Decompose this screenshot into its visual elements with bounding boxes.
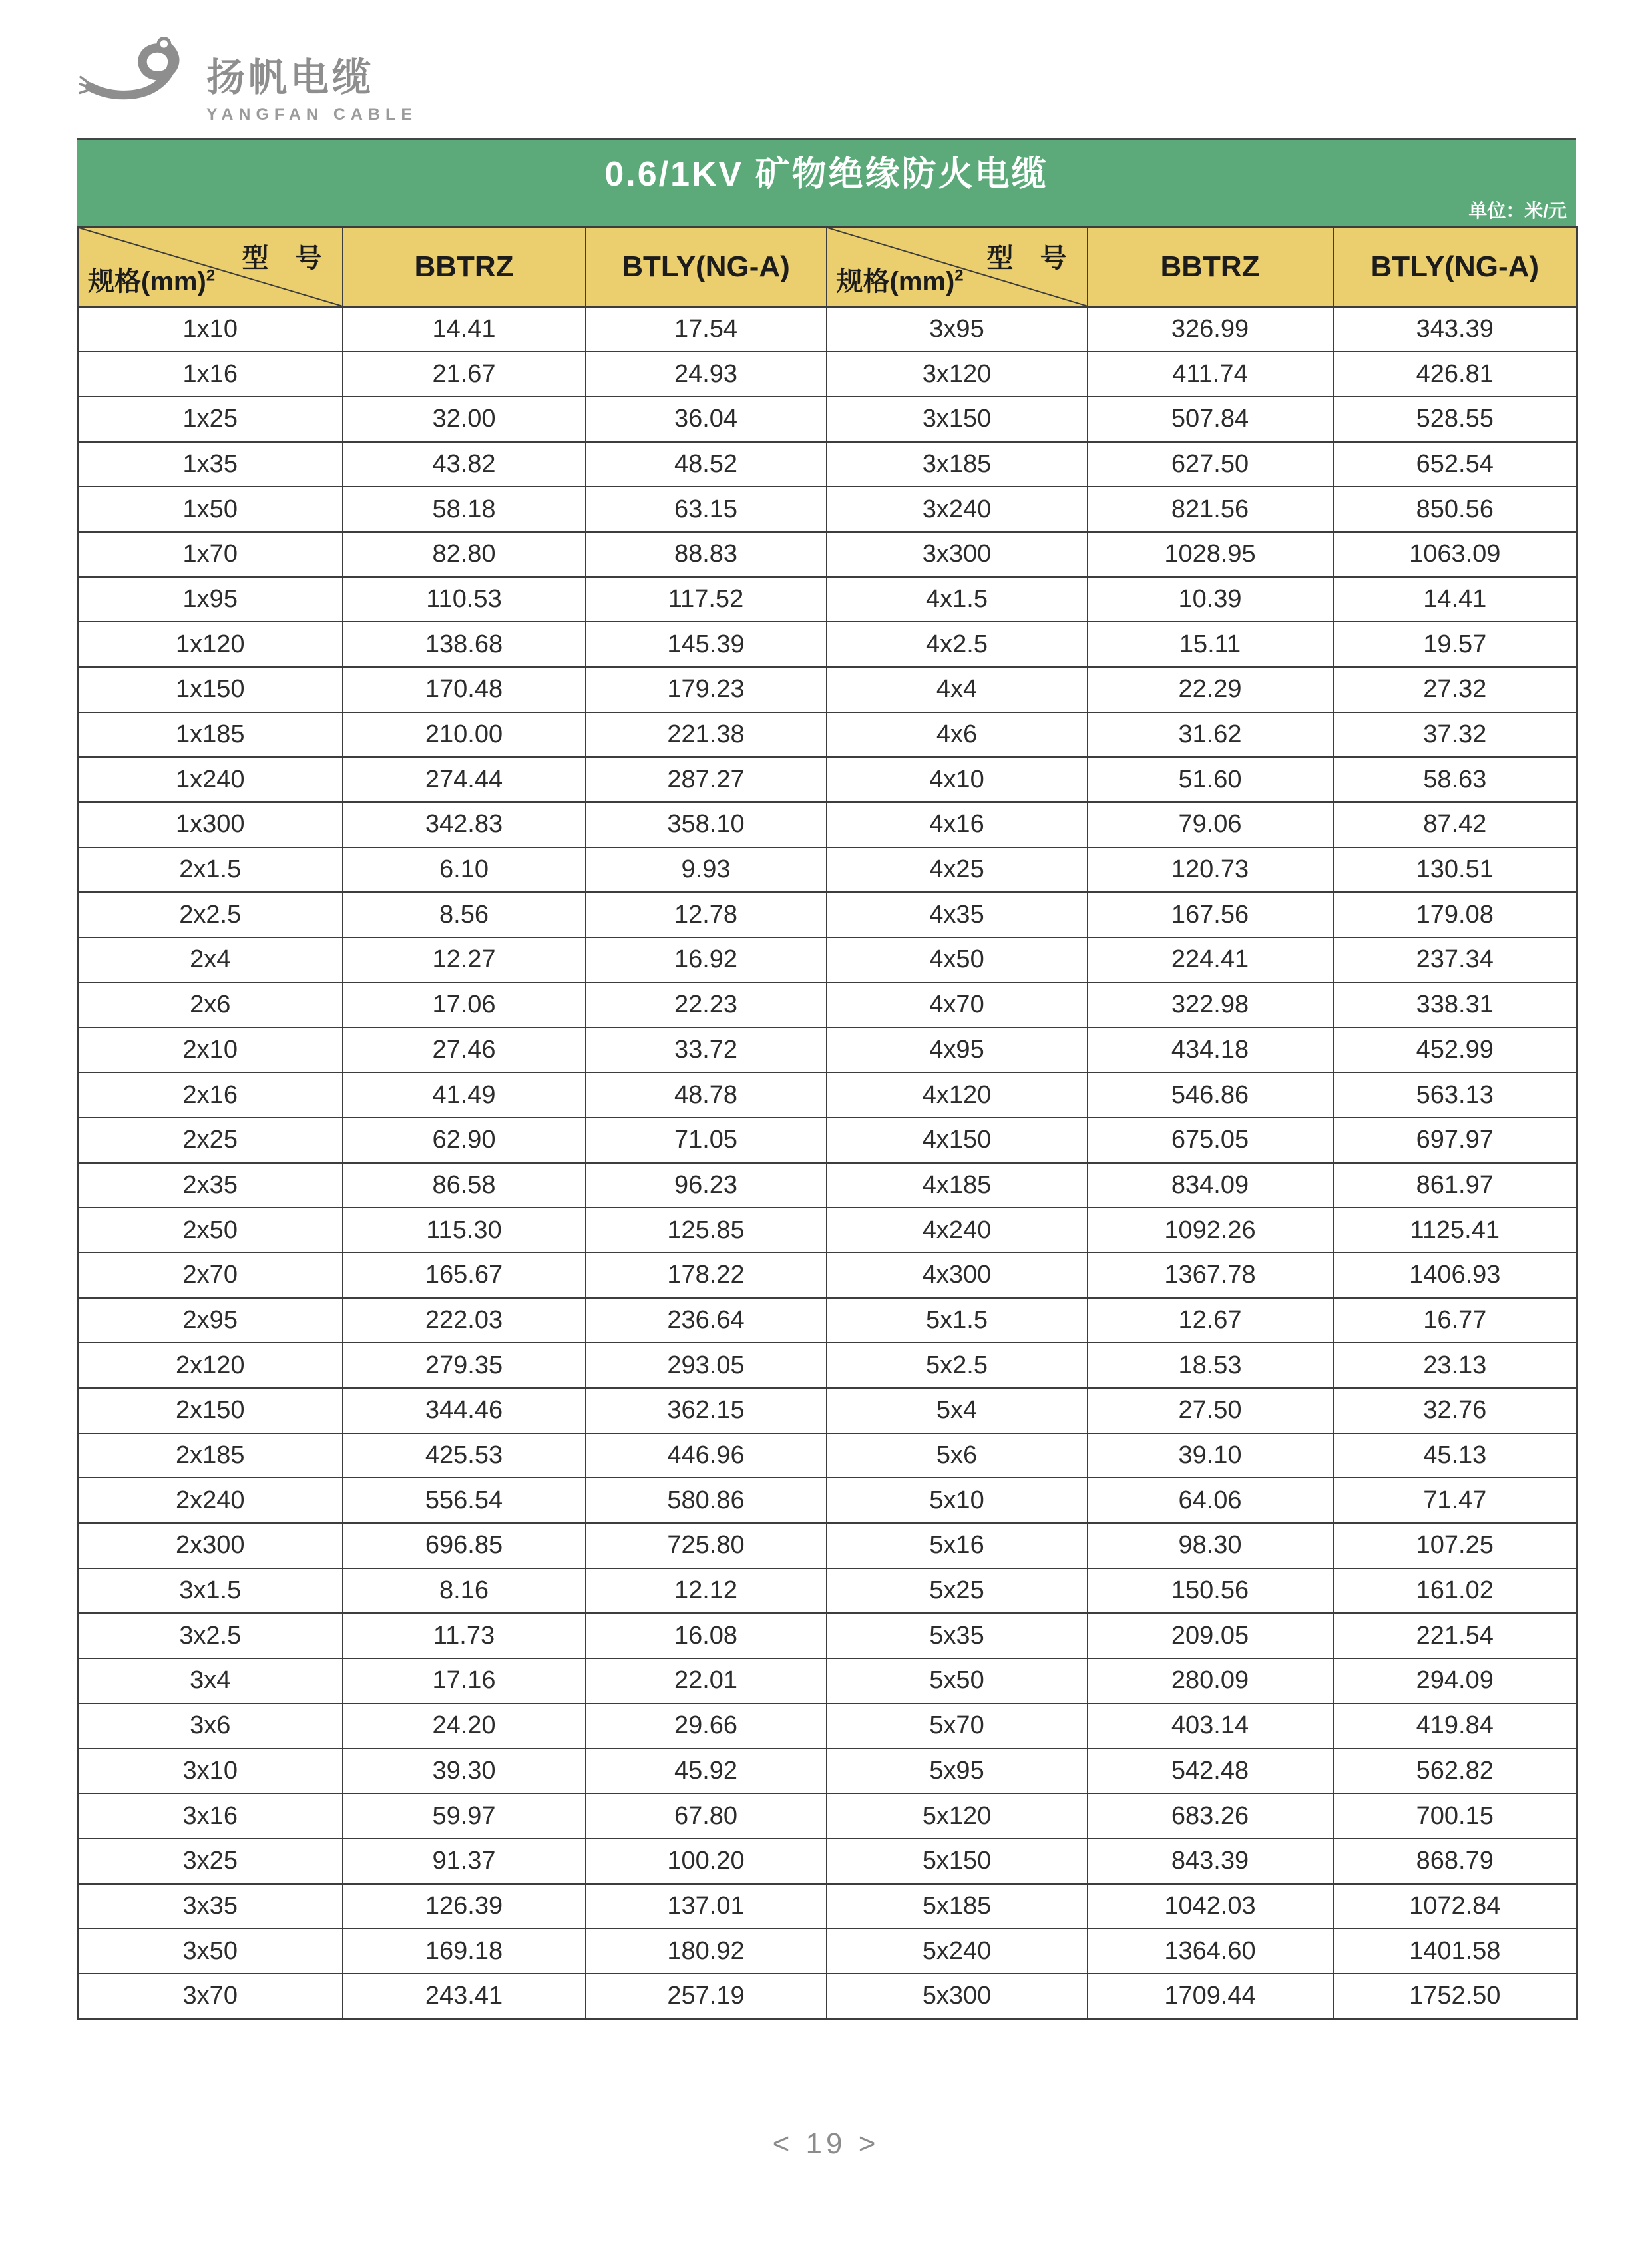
bbtrz-cell: 8.16 (343, 1568, 586, 1614)
column-header-bbtrz: BBTRZ (1088, 227, 1333, 307)
spec-cell: 2x300 (78, 1523, 343, 1568)
spec-cell: 2x16 (78, 1072, 343, 1118)
price-table (77, 226, 1578, 2020)
spec-cell: 2x10 (78, 1028, 343, 1073)
logo-english-name: YANGFAN CABLE (206, 105, 417, 124)
spec-cell: 4x120 (827, 1072, 1088, 1118)
table-row (78, 1703, 1577, 1749)
btly-cell: 1401.58 (1333, 1928, 1577, 1974)
unit-label: 单位：米/元 (1468, 200, 1567, 221)
spec-cell: 5x185 (827, 1884, 1088, 1929)
bbtrz-cell: 82.80 (343, 532, 586, 577)
bbtrz-cell: 209.05 (1088, 1613, 1333, 1658)
btly-cell: 446.96 (586, 1433, 827, 1478)
price-table-body (78, 307, 1577, 2019)
bbtrz-cell: 86.58 (343, 1163, 586, 1208)
spec-cell: 2x6 (78, 983, 343, 1028)
btly-cell: 9.93 (586, 847, 827, 893)
btly-cell: 48.78 (586, 1072, 827, 1118)
table-row (78, 1839, 1577, 1884)
btly-cell: 850.56 (1333, 487, 1577, 532)
btly-cell: 48.52 (586, 442, 827, 487)
spec-cell: 1x70 (78, 532, 343, 577)
spec-cell: 2x4 (78, 937, 343, 983)
spec-cell: 2x25 (78, 1118, 343, 1163)
btly-cell: 725.80 (586, 1523, 827, 1568)
table-row (78, 532, 1577, 577)
btly-cell: 562.82 (1333, 1749, 1577, 1794)
cable-logo-icon (79, 32, 196, 101)
btly-cell: 12.12 (586, 1568, 827, 1614)
btly-cell: 697.97 (1333, 1118, 1577, 1163)
btly-cell: 100.20 (586, 1839, 827, 1884)
spec-cell: 4x2.5 (827, 622, 1088, 667)
btly-cell: 87.42 (1333, 802, 1577, 847)
spec-cell: 5x70 (827, 1703, 1088, 1749)
table-row (78, 1974, 1577, 2019)
btly-cell: 179.08 (1333, 892, 1577, 937)
table-row (78, 442, 1577, 487)
bbtrz-cell: 8.56 (343, 892, 586, 937)
table-row (78, 577, 1577, 622)
spec-cell: 4x10 (827, 757, 1088, 802)
btly-cell: 88.83 (586, 532, 827, 577)
logo-chinese-name: 扬帆电缆 (206, 56, 375, 99)
spec-cell: 5x150 (827, 1839, 1088, 1884)
company-logo (79, 32, 417, 124)
btly-cell: 179.23 (586, 667, 827, 712)
btly-cell: 117.52 (586, 577, 827, 622)
table-row (78, 1568, 1577, 1614)
btly-cell: 426.81 (1333, 351, 1577, 397)
btly-cell: 452.99 (1333, 1028, 1577, 1073)
spec-label: 规格(mm)$^2$ (88, 266, 216, 296)
spec-cell: 4x1.5 (827, 577, 1088, 622)
page-title: 0.6/1KV 矿物绝缘防火电缆 (604, 155, 1048, 194)
spec-cell: 2x1.5 (78, 847, 343, 893)
bbtrz-cell: 326.99 (1088, 307, 1333, 352)
spec-cell: 5x16 (827, 1523, 1088, 1568)
table-row (78, 1658, 1577, 1703)
spec-cell: 5x300 (827, 1974, 1088, 2019)
btly-cell: 22.23 (586, 983, 827, 1028)
bbtrz-cell: 39.30 (343, 1749, 586, 1794)
bbtrz-cell: 165.67 (343, 1253, 586, 1298)
btly-cell: 1072.84 (1333, 1884, 1577, 1929)
bbtrz-cell: 110.53 (343, 577, 586, 622)
spec-cell: 3x240 (827, 487, 1088, 532)
btly-cell: 237.34 (1333, 937, 1577, 983)
btly-cell: 37.32 (1333, 712, 1577, 758)
bbtrz-cell: 222.03 (343, 1298, 586, 1343)
spec-cell: 5x1.5 (827, 1298, 1088, 1343)
spec-cell: 3x120 (827, 351, 1088, 397)
spec-cell: 2x2.5 (78, 892, 343, 937)
spec-cell: 3x35 (78, 1884, 343, 1929)
bbtrz-cell: 169.18 (343, 1928, 586, 1974)
btly-cell: 16.92 (586, 937, 827, 983)
btly-cell: 23.13 (1333, 1343, 1577, 1388)
btly-cell: 1406.93 (1333, 1253, 1577, 1298)
spec-cell: 2x150 (78, 1388, 343, 1433)
table-row (78, 1433, 1577, 1478)
spec-cell: 4x95 (827, 1028, 1088, 1073)
bbtrz-cell: 43.82 (343, 442, 586, 487)
bbtrz-cell: 210.00 (343, 712, 586, 758)
bbtrz-cell: 22.29 (1088, 667, 1333, 712)
table-row (78, 1028, 1577, 1073)
bbtrz-cell: 556.54 (343, 1478, 586, 1523)
spec-cell: 3x150 (827, 397, 1088, 442)
table-row (78, 397, 1577, 442)
btly-cell: 45.13 (1333, 1433, 1577, 1478)
table-row (78, 1523, 1577, 1568)
btly-cell: 362.15 (586, 1388, 827, 1433)
bbtrz-cell: 1709.44 (1088, 1974, 1333, 2019)
table-row (78, 1253, 1577, 1298)
section-header-bar (77, 138, 1576, 226)
spec-cell: 2x240 (78, 1478, 343, 1523)
btly-cell: 45.92 (586, 1749, 827, 1794)
table-row (78, 1118, 1577, 1163)
table-row (78, 1163, 1577, 1208)
table-row (78, 847, 1577, 893)
btly-cell: 861.97 (1333, 1163, 1577, 1208)
spec-cell: 5x25 (827, 1568, 1088, 1614)
spec-cell: 1x240 (78, 757, 343, 802)
btly-cell: 33.72 (586, 1028, 827, 1073)
bbtrz-cell: 683.26 (1088, 1793, 1333, 1839)
bbtrz-cell: 274.44 (343, 757, 586, 802)
spec-cell: 4x35 (827, 892, 1088, 937)
bbtrz-cell: 115.30 (343, 1208, 586, 1253)
table-row (78, 351, 1577, 397)
spec-cell: 4x185 (827, 1163, 1088, 1208)
bbtrz-cell: 15.11 (1088, 622, 1333, 667)
bbtrz-cell: 403.14 (1088, 1703, 1333, 1749)
table-row (78, 307, 1577, 352)
spec-cell: 5x35 (827, 1613, 1088, 1658)
spec-cell: 5x240 (827, 1928, 1088, 1974)
spec-cell: 2x185 (78, 1433, 343, 1478)
btly-cell: 22.01 (586, 1658, 827, 1703)
bbtrz-cell: 507.84 (1088, 397, 1333, 442)
spec-cell: 3x16 (78, 1793, 343, 1839)
btly-cell: 221.38 (586, 712, 827, 758)
spec-cell: 1x185 (78, 712, 343, 758)
bbtrz-cell: 32.00 (343, 397, 586, 442)
btly-cell: 1125.41 (1333, 1208, 1577, 1253)
btly-cell: 338.31 (1333, 983, 1577, 1028)
table-row (78, 892, 1577, 937)
btly-cell: 19.57 (1333, 622, 1577, 667)
bbtrz-cell: 27.50 (1088, 1388, 1333, 1433)
bbtrz-cell: 39.10 (1088, 1433, 1333, 1478)
spec-cell: 5x4 (827, 1388, 1088, 1433)
spec-cell: 3x4 (78, 1658, 343, 1703)
btly-cell: 236.64 (586, 1298, 827, 1343)
bbtrz-cell: 696.85 (343, 1523, 586, 1568)
btly-cell: 180.92 (586, 1928, 827, 1974)
bbtrz-cell: 62.90 (343, 1118, 586, 1163)
table-row (78, 1613, 1577, 1658)
corner-header-right (827, 227, 1088, 307)
spec-cell: 3x25 (78, 1839, 343, 1884)
btly-cell: 96.23 (586, 1163, 827, 1208)
spec-cell: 3x185 (827, 442, 1088, 487)
btly-cell: 14.41 (1333, 577, 1577, 622)
spec-cell: 3x10 (78, 1749, 343, 1794)
btly-cell: 419.84 (1333, 1703, 1577, 1749)
model-label: 型 号 (986, 244, 1067, 273)
spec-cell: 2x35 (78, 1163, 343, 1208)
bbtrz-cell: 120.73 (1088, 847, 1333, 893)
bbtrz-cell: 1367.78 (1088, 1253, 1333, 1298)
table-row (78, 757, 1577, 802)
spec-cell: 4x240 (827, 1208, 1088, 1253)
table-header-row (78, 227, 1577, 307)
btly-cell: 700.15 (1333, 1793, 1577, 1839)
bbtrz-cell: 64.06 (1088, 1478, 1333, 1523)
btly-cell: 580.86 (586, 1478, 827, 1523)
logo-text (206, 56, 417, 124)
btly-cell: 868.79 (1333, 1839, 1577, 1884)
bbtrz-cell: 27.46 (343, 1028, 586, 1073)
bbtrz-cell: 1364.60 (1088, 1928, 1333, 1974)
bbtrz-cell: 6.10 (343, 847, 586, 893)
table-row (78, 1208, 1577, 1253)
spec-cell: 4x70 (827, 983, 1088, 1028)
table-row (78, 802, 1577, 847)
bbtrz-cell: 126.39 (343, 1884, 586, 1929)
bbtrz-cell: 58.18 (343, 487, 586, 532)
spec-cell: 5x2.5 (827, 1343, 1088, 1388)
bbtrz-cell: 170.48 (343, 667, 586, 712)
btly-cell: 24.93 (586, 351, 827, 397)
spec-cell: 4x50 (827, 937, 1088, 983)
spec-cell: 1x10 (78, 307, 343, 352)
spec-cell: 1x16 (78, 351, 343, 397)
bbtrz-cell: 12.67 (1088, 1298, 1333, 1343)
spec-cell: 3x95 (827, 307, 1088, 352)
bbtrz-cell: 17.16 (343, 1658, 586, 1703)
btly-cell: 652.54 (1333, 442, 1577, 487)
bbtrz-cell: 138.68 (343, 622, 586, 667)
btly-cell: 343.39 (1333, 307, 1577, 352)
spec-cell: 1x120 (78, 622, 343, 667)
bbtrz-cell: 91.37 (343, 1839, 586, 1884)
bbtrz-cell: 24.20 (343, 1703, 586, 1749)
corner-header-left (78, 227, 343, 307)
btly-cell: 178.22 (586, 1253, 827, 1298)
btly-cell: 130.51 (1333, 847, 1577, 893)
bbtrz-cell: 675.05 (1088, 1118, 1333, 1163)
spec-cell: 3x300 (827, 532, 1088, 577)
bbtrz-cell: 167.56 (1088, 892, 1333, 937)
bbtrz-cell: 322.98 (1088, 983, 1333, 1028)
spec-cell: 5x50 (827, 1658, 1088, 1703)
btly-cell: 12.78 (586, 892, 827, 937)
btly-cell: 58.63 (1333, 757, 1577, 802)
bbtrz-cell: 18.53 (1088, 1343, 1333, 1388)
bbtrz-cell: 31.62 (1088, 712, 1333, 758)
bbtrz-cell: 14.41 (343, 307, 586, 352)
bbtrz-cell: 150.56 (1088, 1568, 1333, 1614)
bbtrz-cell: 21.67 (343, 351, 586, 397)
btly-cell: 36.04 (586, 397, 827, 442)
spec-cell: 4x25 (827, 847, 1088, 893)
btly-cell: 161.02 (1333, 1568, 1577, 1614)
page-number: < 19 > (772, 2128, 880, 2160)
table-row (78, 487, 1577, 532)
btly-cell: 563.13 (1333, 1072, 1577, 1118)
table-row (78, 937, 1577, 983)
table-row (78, 667, 1577, 712)
bbtrz-cell: 12.27 (343, 937, 586, 983)
spec-cell: 5x10 (827, 1478, 1088, 1523)
spec-cell: 2x50 (78, 1208, 343, 1253)
btly-cell: 16.77 (1333, 1298, 1577, 1343)
spec-cell: 3x50 (78, 1928, 343, 1974)
spec-label: 规格(mm)$^2$ (836, 266, 964, 296)
spec-cell: 3x1.5 (78, 1568, 343, 1614)
btly-cell: 32.76 (1333, 1388, 1577, 1433)
bbtrz-cell: 17.06 (343, 983, 586, 1028)
spec-cell: 5x120 (827, 1793, 1088, 1839)
spec-cell: 3x6 (78, 1703, 343, 1749)
spec-cell: 5x6 (827, 1433, 1088, 1478)
btly-cell: 107.25 (1333, 1523, 1577, 1568)
bbtrz-cell: 834.09 (1088, 1163, 1333, 1208)
spec-cell: 4x150 (827, 1118, 1088, 1163)
bbtrz-cell: 279.35 (343, 1343, 586, 1388)
spec-cell: 4x4 (827, 667, 1088, 712)
bbtrz-cell: 280.09 (1088, 1658, 1333, 1703)
spec-cell: 2x70 (78, 1253, 343, 1298)
bbtrz-cell: 821.56 (1088, 487, 1333, 532)
btly-cell: 137.01 (586, 1884, 827, 1929)
btly-cell: 358.10 (586, 802, 827, 847)
btly-cell: 221.54 (1333, 1613, 1577, 1658)
bbtrz-cell: 98.30 (1088, 1523, 1333, 1568)
table-row (78, 1749, 1577, 1794)
table-row (78, 1884, 1577, 1929)
bbtrz-cell: 1028.95 (1088, 532, 1333, 577)
btly-cell: 294.09 (1333, 1658, 1577, 1703)
btly-cell: 71.47 (1333, 1478, 1577, 1523)
btly-cell: 145.39 (586, 622, 827, 667)
table-row (78, 983, 1577, 1028)
table-row (78, 622, 1577, 667)
btly-cell: 287.27 (586, 757, 827, 802)
bbtrz-cell: 11.73 (343, 1613, 586, 1658)
btly-cell: 125.85 (586, 1208, 827, 1253)
bbtrz-cell: 51.60 (1088, 757, 1333, 802)
table-row (78, 1388, 1577, 1433)
table-row (78, 1298, 1577, 1343)
table-row (78, 1793, 1577, 1839)
spec-cell: 1x50 (78, 487, 343, 532)
btly-cell: 71.05 (586, 1118, 827, 1163)
bbtrz-cell: 1042.03 (1088, 1884, 1333, 1929)
table-row (78, 1928, 1577, 1974)
bbtrz-cell: 434.18 (1088, 1028, 1333, 1073)
spec-cell: 4x6 (827, 712, 1088, 758)
column-header-btly: BTLY(NG-A) (586, 227, 827, 307)
table-row (78, 1072, 1577, 1118)
btly-cell: 17.54 (586, 307, 827, 352)
bbtrz-cell: 542.48 (1088, 1749, 1333, 1794)
bbtrz-cell: 224.41 (1088, 937, 1333, 983)
bbtrz-cell: 79.06 (1088, 802, 1333, 847)
bbtrz-cell: 41.49 (343, 1072, 586, 1118)
btly-cell: 67.80 (586, 1793, 827, 1839)
bbtrz-cell: 546.86 (1088, 1072, 1333, 1118)
btly-cell: 257.19 (586, 1974, 827, 2019)
bbtrz-cell: 411.74 (1088, 351, 1333, 397)
spec-cell: 5x95 (827, 1749, 1088, 1794)
bbtrz-cell: 59.97 (343, 1793, 586, 1839)
spec-cell: 1x25 (78, 397, 343, 442)
bbtrz-cell: 627.50 (1088, 442, 1333, 487)
column-header-bbtrz: BBTRZ (343, 227, 586, 307)
spec-cell: 4x16 (827, 802, 1088, 847)
btly-cell: 293.05 (586, 1343, 827, 1388)
bbtrz-cell: 425.53 (343, 1433, 586, 1478)
table-row (78, 712, 1577, 758)
spec-cell: 2x95 (78, 1298, 343, 1343)
btly-cell: 27.32 (1333, 667, 1577, 712)
spec-cell: 3x70 (78, 1974, 343, 2019)
column-header-btly: BTLY(NG-A) (1333, 227, 1577, 307)
bbtrz-cell: 843.39 (1088, 1839, 1333, 1884)
table-row (78, 1343, 1577, 1388)
btly-cell: 528.55 (1333, 397, 1577, 442)
table-row (78, 1478, 1577, 1523)
spec-cell: 2x120 (78, 1343, 343, 1388)
bbtrz-cell: 342.83 (343, 802, 586, 847)
spec-cell: 3x2.5 (78, 1613, 343, 1658)
spec-cell: 1x150 (78, 667, 343, 712)
bbtrz-cell: 10.39 (1088, 577, 1333, 622)
bbtrz-cell: 243.41 (343, 1974, 586, 2019)
spec-cell: 1x35 (78, 442, 343, 487)
btly-cell: 29.66 (586, 1703, 827, 1749)
btly-cell: 1752.50 (1333, 1974, 1577, 2019)
btly-cell: 1063.09 (1333, 532, 1577, 577)
bbtrz-cell: 1092.26 (1088, 1208, 1333, 1253)
spec-cell: 1x300 (78, 802, 343, 847)
btly-cell: 16.08 (586, 1613, 827, 1658)
model-label: 型 号 (242, 244, 322, 273)
bbtrz-cell: 344.46 (343, 1388, 586, 1433)
spec-cell: 1x95 (78, 577, 343, 622)
btly-cell: 63.15 (586, 487, 827, 532)
spec-cell: 4x300 (827, 1253, 1088, 1298)
